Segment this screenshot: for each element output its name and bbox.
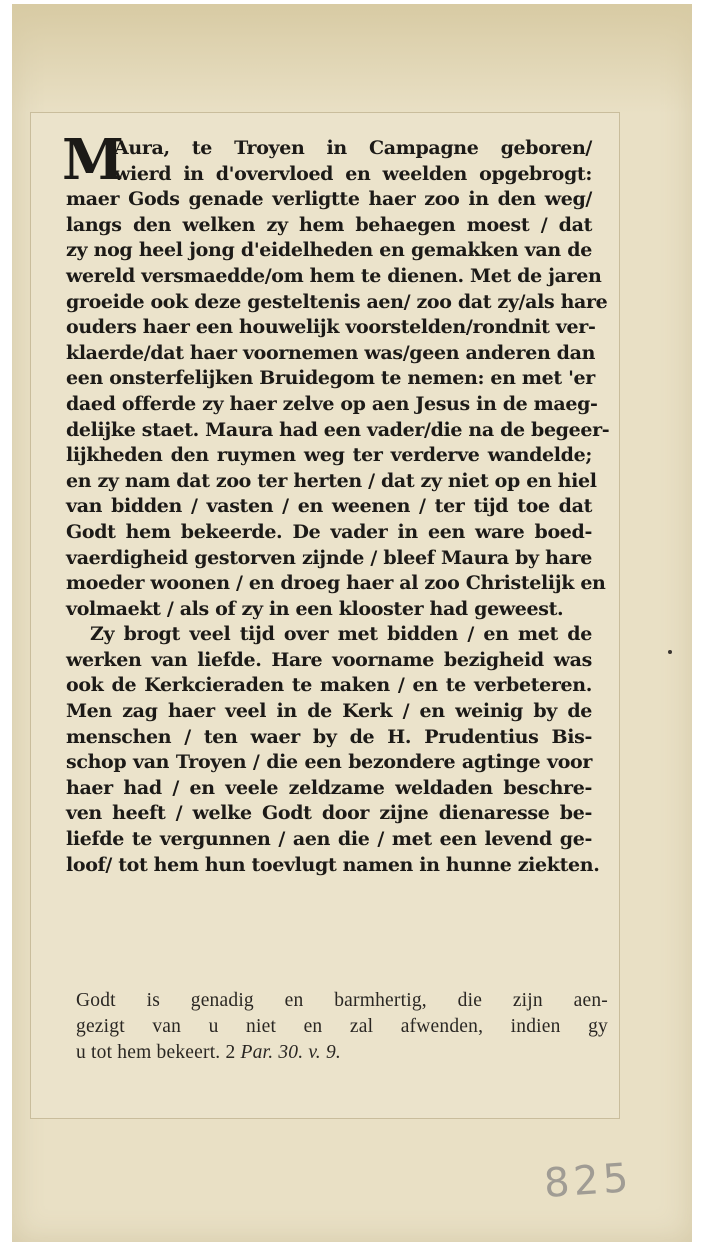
text-line: ook de Kerkcieraden te maken / en te verbeteren.: [66, 674, 592, 697]
pencil-inventory-number: 825: [542, 1154, 634, 1208]
text-line: daed offerde zy haer zelve op aen Jesus in de maeg-: [66, 392, 598, 415]
text-line: langs den welken zy hem behaegen moest / dat: [66, 213, 592, 236]
text-line: wereld versmaedde/om hem te dienen. Met de jaren: [66, 264, 602, 287]
motto-line: gezigt van u niet en zal afwenden, indien gy: [76, 1016, 608, 1037]
text-line: van bidden / vasten / en weenen / ter tijd toe dat: [66, 495, 592, 518]
text-line: en zy nam dat zoo ter herten / dat zy niet op en hiel: [66, 469, 597, 492]
text-line: Zy brogt veel tijd over met bidden / en met de: [90, 623, 592, 646]
text-line: moeder woonen / en droeg haer al zoo Christelijk en: [66, 572, 606, 595]
text-line: Men zag haer veel in de Kerk / en weinig by de: [66, 700, 592, 723]
text-line: menschen / ten waer by de H. Prudentius Bis-: [66, 725, 592, 748]
text-line: maer Gods genade verligtte haer zoo in den weg/: [66, 188, 592, 211]
text-line: schop van Troyen / die een bezondere agtinge voor: [66, 751, 592, 774]
text-line: lijkheden den ruymen weg ter verderve wandelde;: [66, 444, 592, 467]
text-line: ven heeft / welke Godt door zijne dienaresse be-: [66, 802, 592, 825]
text-line: werken van liefde. Hare voorname bezigheid was: [66, 648, 592, 671]
text-line: ouders haer een houwelijk voorstelden/rondnit ver-: [66, 316, 596, 339]
text-line: zy nog heel jong d'eidelheden en gemakken van de: [66, 239, 592, 262]
text-line: delijke staet. Maura had een vader/die na de begeer-: [66, 418, 610, 441]
drop-cap: M: [62, 127, 124, 193]
motto-line-with-reference: [76, 1040, 608, 1066]
text-line: klaerde/dat haer voornemen was/geen anderen dan: [66, 341, 596, 364]
text-line: volmaekt / als of zy in een klooster had geweest.: [66, 597, 564, 620]
text-line: vaerdigheid gestorven zijnde / bleef Maura by hare: [66, 546, 592, 569]
motto-line: Godt is genadig en barmhertig, die zijn aen-: [76, 990, 608, 1011]
text-line: loof/ tot hem hun toevlugt namen in hunne ziekten.: [66, 853, 600, 876]
text-line: Aura, te Troyen in Campagne geboren/: [114, 137, 592, 159]
text-line: een onsterfelijken Bruidegom te nemen: en met 'er: [66, 367, 595, 390]
text-line: haer had / en veele zeldzame weldaden beschre-: [66, 776, 592, 799]
motto-text: u tot hem bekeert. 2: [76, 1042, 241, 1063]
closing-motto: [76, 988, 608, 1066]
text-line: liefde te vergunnen / aen die / met een levend ge-: [66, 828, 592, 851]
text-line: groeide ook deze gesteltenis aen/ zoo dat zy/als hare: [66, 290, 608, 313]
main-text: [66, 136, 610, 878]
scripture-reference: Par. 30. v. 9.: [240, 1042, 341, 1063]
text-line: wierd in d'overvloed en weelden opgebrogt:: [114, 162, 592, 185]
ink-speck: [668, 650, 672, 654]
text-line: Godt hem bekeerde. De vader in een ware boed-: [66, 520, 592, 543]
